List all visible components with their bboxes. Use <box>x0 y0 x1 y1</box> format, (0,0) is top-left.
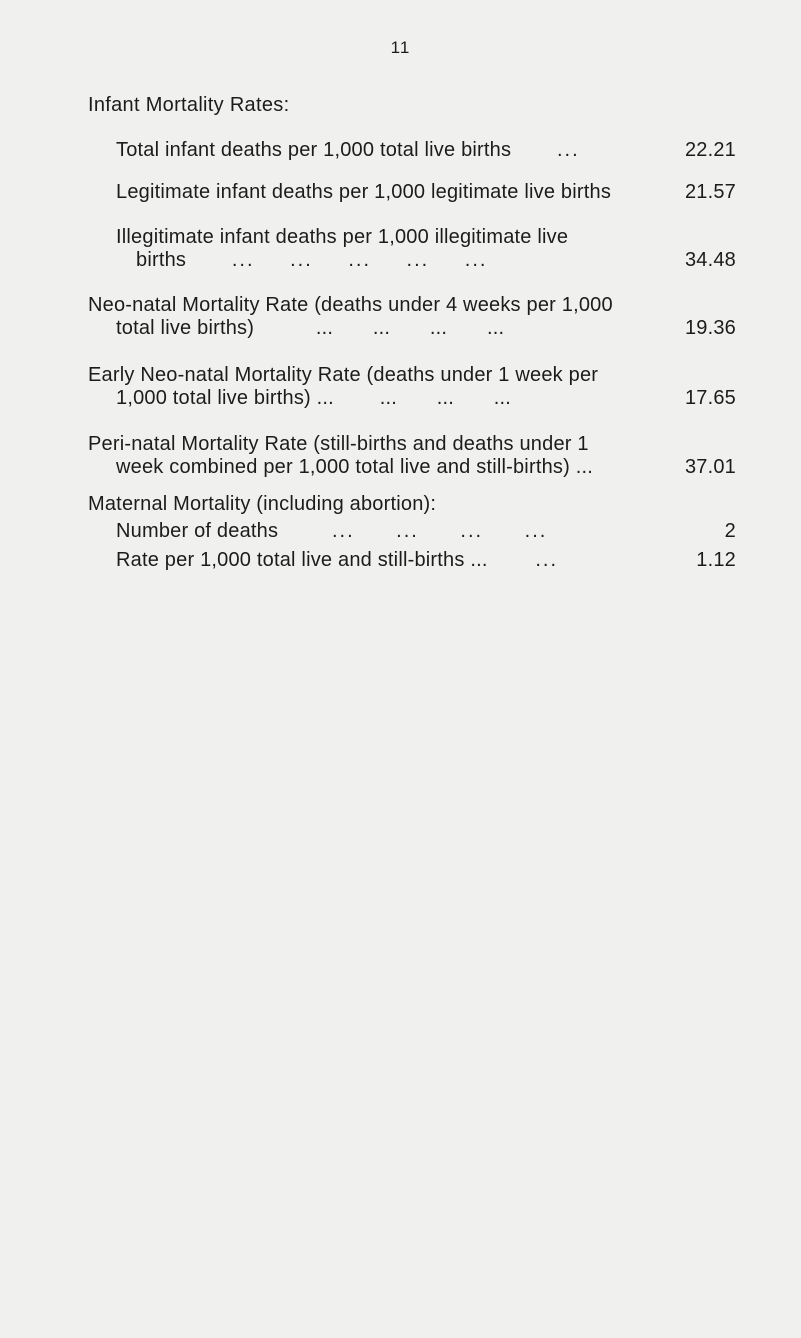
rate-label <box>88 294 628 340</box>
rate-row-legitimate-infant-deaths <box>116 181 736 204</box>
rate-label-line2-text: total live births) <box>116 317 255 339</box>
rate-value: 21.57 <box>684 181 736 203</box>
rate-label-line1: Early Neo-natal Mortality Rate (deaths under 1 week per <box>88 364 599 386</box>
rate-label-line2 <box>116 249 636 272</box>
maternal-row-rate <box>116 549 736 572</box>
rate-value: 22.21 <box>684 139 736 161</box>
rate-row-peri-natal <box>88 433 736 479</box>
rate-row-illegitimate-infant-deaths <box>116 226 736 272</box>
maternal-value: 2 <box>724 520 736 542</box>
rate-label-line2 <box>88 456 628 479</box>
rate-label-line1: Neo-natal Mortality Rate (deaths under 4 weeks per 1,000 <box>88 294 613 316</box>
leader-dots: ... ... ... ... <box>331 520 548 542</box>
rate-label <box>88 364 628 410</box>
rate-value: 17.65 <box>684 387 736 409</box>
rate-row-neo-natal <box>88 294 736 340</box>
section-title: Infant Mortality Rates: <box>88 94 290 116</box>
rate-label <box>88 433 628 479</box>
rate-label-line2 <box>88 317 628 340</box>
rate-label <box>116 181 676 204</box>
leader-dots: ... <box>535 549 559 571</box>
rate-label-text: Total infant deaths per 1,000 total live births <box>116 139 512 161</box>
maternal-mortality-heading: Maternal Mortality (including abortion): <box>88 493 437 515</box>
maternal-label: Rate per 1,000 total live and still-births ... <box>116 549 488 571</box>
leader-dots: ... ... ... ... ... <box>231 249 488 271</box>
rate-label-line2-text: week combined per 1,000 total live and still-births) ... <box>116 456 593 478</box>
rate-label <box>116 139 626 162</box>
page-number: 11 <box>390 38 411 57</box>
rate-label-line1: Illegitimate infant deaths per 1,000 illegitimate live <box>116 226 569 248</box>
maternal-value: 1.12 <box>696 549 736 571</box>
leader-dots: ... <box>556 139 580 161</box>
leader-dots: ... ... ... <box>379 387 512 409</box>
maternal-row-number-of-deaths <box>116 520 736 543</box>
rate-label-line2-text: 1,000 total live births) ... <box>116 387 334 409</box>
leader-dots: ... ... ... ... <box>315 317 505 339</box>
maternal-label: Number of deaths <box>116 520 279 542</box>
rate-value: 34.48 <box>684 249 736 271</box>
rate-value: 19.36 <box>684 317 736 339</box>
rate-label-line2-text: births <box>136 249 187 271</box>
rate-label-text: Legitimate infant deaths per 1,000 legitimate live births <box>116 181 612 203</box>
rate-row-total-infant-deaths <box>116 139 736 162</box>
rate-label-line1: Peri-natal Mortality Rate (still-births and deaths under 1 <box>88 433 589 455</box>
rate-value: 37.01 <box>684 456 736 478</box>
rate-row-early-neo-natal <box>88 364 736 410</box>
rate-label-line2 <box>88 387 628 410</box>
rate-label <box>116 226 636 272</box>
